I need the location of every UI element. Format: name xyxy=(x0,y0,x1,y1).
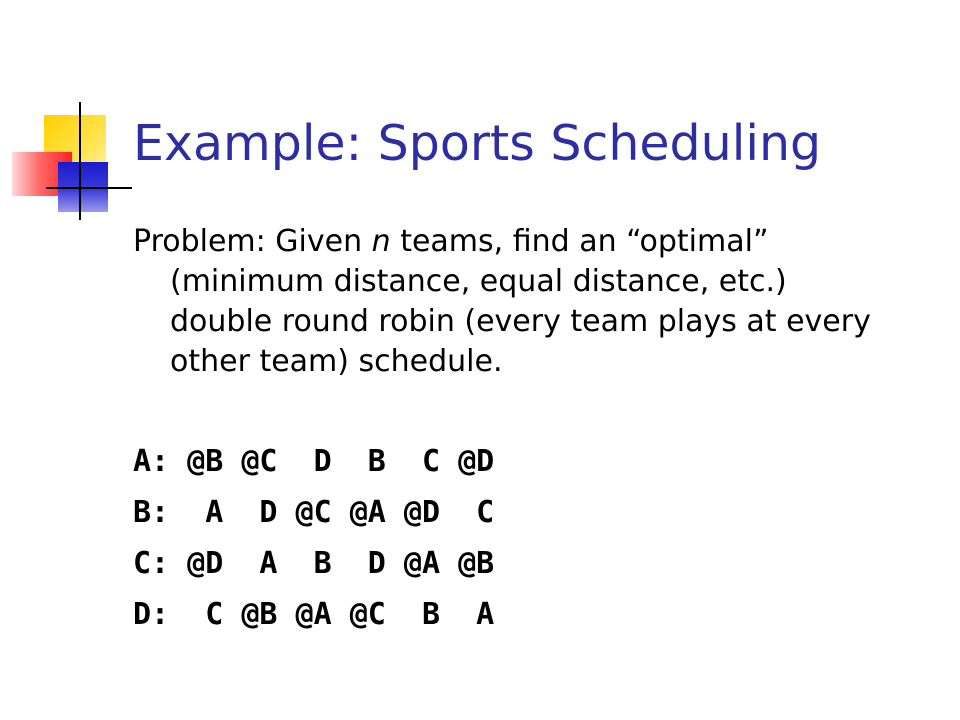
schedule-row-c: C: @D A B D @A @B xyxy=(133,546,495,581)
schedule-row-b: B: A D @C @A @D C xyxy=(133,495,495,530)
problem-variable: n xyxy=(371,224,391,259)
problem-suffix: teams, find an “optimal” (minimum distance, equal distance, etc.) double round robin (every team plays at every other team) schedule. xyxy=(170,224,871,379)
horizontal-line xyxy=(46,187,132,189)
schedule-table xyxy=(133,436,494,640)
problem-prefix: Problem: Given xyxy=(133,224,372,259)
corner-decoration xyxy=(0,0,140,230)
schedule-row-a: A: @B @C D B C @D xyxy=(133,444,495,479)
vertical-line xyxy=(79,102,81,220)
schedule-row-d: D: C @B @A @C B A xyxy=(133,597,495,632)
problem-statement xyxy=(133,222,890,382)
slide-title: Example: Sports Scheduling xyxy=(133,115,822,172)
